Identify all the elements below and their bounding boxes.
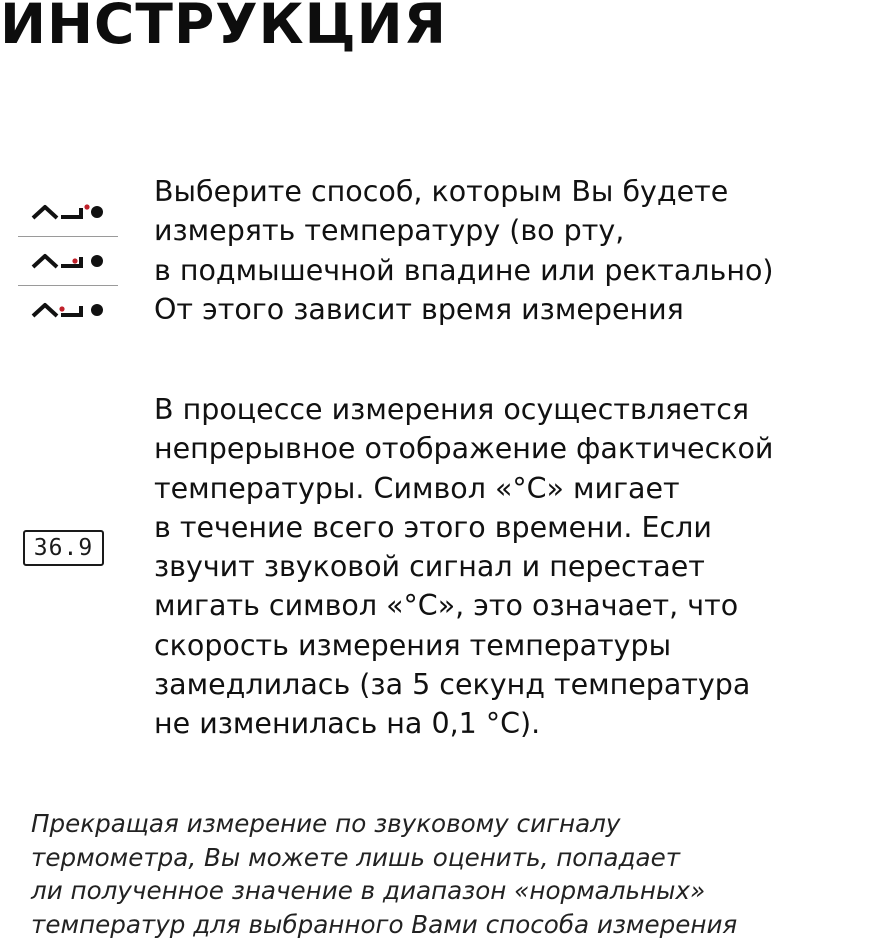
text-line: В процессе измерения осуществляется [154, 393, 750, 426]
measurement-process-text [154, 390, 773, 744]
rectal-marker [59, 306, 64, 311]
text-line: звучит звуковой сигнал и перестает [154, 550, 705, 584]
page-title: ИНСТРУКЦИЯ [0, 0, 448, 56]
italic-note [31, 807, 737, 941]
text-line: не изменилась на 0,1 °С). [154, 707, 541, 741]
text-line: Выберите способ, которым Вы будете [154, 175, 729, 208]
text-line: мигать символ «°С», это означает, что [154, 589, 739, 623]
divider [18, 236, 118, 237]
text-line: измерять температуру (во рту, [154, 214, 625, 248]
divider [18, 285, 118, 286]
text-line: скорость измерения температуры [154, 628, 672, 662]
armpit-marker [72, 258, 77, 263]
text-line: в течение всего этого времени. Если [154, 510, 712, 544]
mode-instructions [154, 172, 774, 329]
note-line: Прекращая измерение по звуковому сигналу [31, 809, 621, 838]
note-line: термометра, Вы можете лишь оценить, попадает [31, 842, 681, 872]
measurement-modes [14, 190, 122, 332]
text-line: От этого зависит время измерения [154, 292, 684, 326]
text-line: замедлилась (за 5 секунд температура [154, 668, 751, 702]
text-line: температуры. Символ «°С» мигает [154, 471, 680, 505]
note-line: температур для выбранного Вами способа измерения [31, 909, 738, 939]
note-line: ли полученное значение в диапазон «нормальных» [31, 876, 706, 905]
text-line: непрерывное отображение фактической [154, 432, 774, 466]
rectal-mode-icon [14, 288, 122, 332]
text-line: в подмышечной впадине или ректально) [154, 253, 774, 287]
mouth-mode-icon [14, 190, 122, 234]
mouth-marker [84, 204, 89, 209]
thermometer-display-icon: 36.9 [23, 530, 104, 566]
armpit-mode-icon [14, 239, 122, 283]
